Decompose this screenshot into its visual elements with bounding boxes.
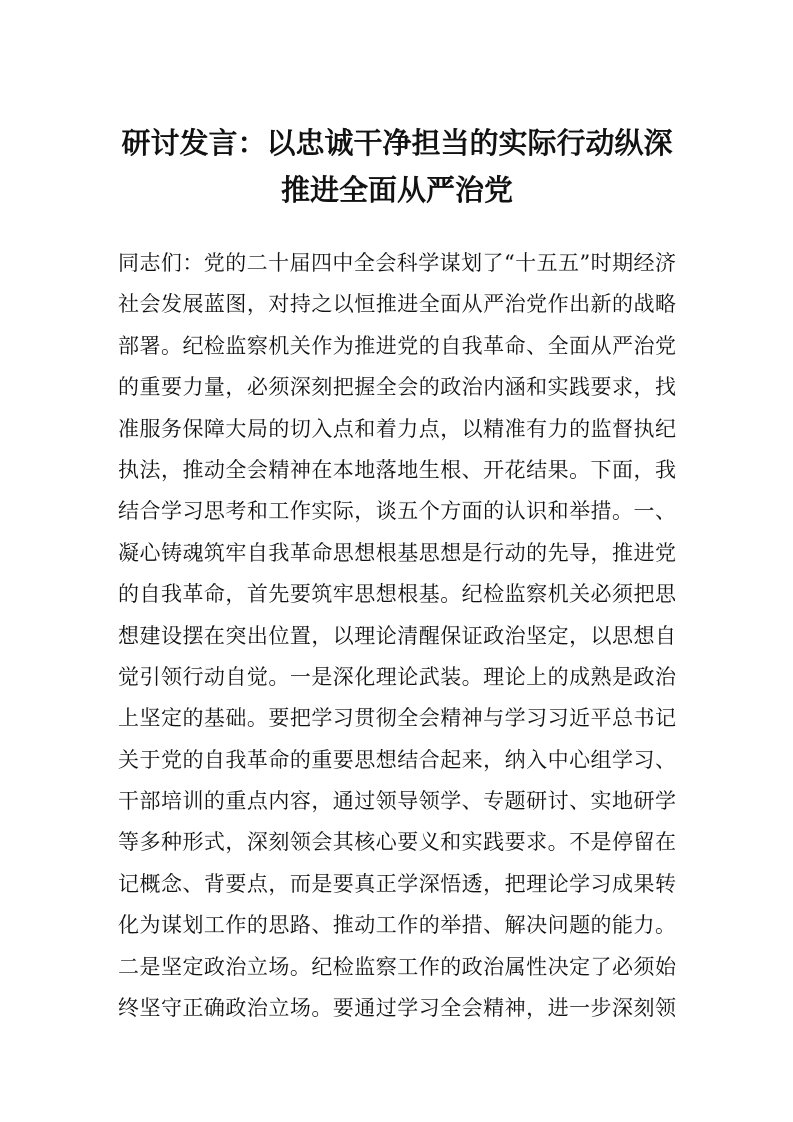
body-line: 凝心铸魂筑牢自我革命思想根基思想是行动的先导，推进党 (118, 540, 676, 565)
body-line: 部署。纪检监察机关作为推进党的自我革命、全面从严治党 (118, 333, 676, 358)
title-line: 推进全面从严治党 (280, 173, 513, 207)
body-line: 记概念、背要点，而是要真正学深悟透，把理论学习成果转 (118, 871, 676, 896)
body-line: 的重要力量，必须深刻把握全会的政治内涵和实践要求，找 (118, 375, 676, 400)
body-line: 关于党的自我革命的重要思想结合起来，纳入中心组学习、 (118, 747, 676, 772)
body-line: 二是坚定政治立场。纪检监察工作的政治属性决定了必须始 (118, 954, 676, 979)
body-line: 觉引领行动自觉。一是深化理论武装。理论上的成熟是政治 (118, 664, 676, 689)
body-line: 社会发展蓝图，对持之以恒推进全面从严治党作出新的战略 (118, 292, 676, 317)
body-line: 的自我革命，首先要筑牢思想根基。纪检监察机关必须把思 (118, 582, 676, 607)
body-line: 上坚定的基础。要把学习贯彻全会精神与学习习近平总书记 (118, 706, 676, 731)
document-body (118, 246, 676, 1032)
body-line: 等多种形式，深刻领会其核心要义和实践要求。不是停留在 (118, 830, 676, 855)
body-line: 执法，推动全会精神在本地落地生根、开花结果。下面，我 (118, 457, 676, 482)
body-line: 干部培训的重点内容，通过领导领学、专题研讨、实地研学 (118, 789, 676, 814)
body-line: 化为谋划工作的思路、推动工作的举措、解决问题的能力。 (118, 913, 676, 938)
document-title (118, 120, 676, 214)
body-line: 准服务保障大局的切入点和着力点，以精准有力的监督执纪 (118, 416, 676, 441)
body-line: 同志们：党的二十届四中全会科学谋划了“十五五”时期经济 (118, 251, 676, 275)
title-line: 研讨发言：以忠诚干净担当的实际行动纵深 (121, 126, 673, 160)
body-line: 想建设摆在突出位置，以理论清醒保证政治坚定，以思想自 (118, 623, 676, 648)
body-line: 结合学习思考和工作实际，谈五个方面的认识和举措。一、 (118, 499, 676, 524)
body-line: 终坚守正确政治立场。要通过学习全会精神，进一步深刻领 (118, 996, 676, 1021)
